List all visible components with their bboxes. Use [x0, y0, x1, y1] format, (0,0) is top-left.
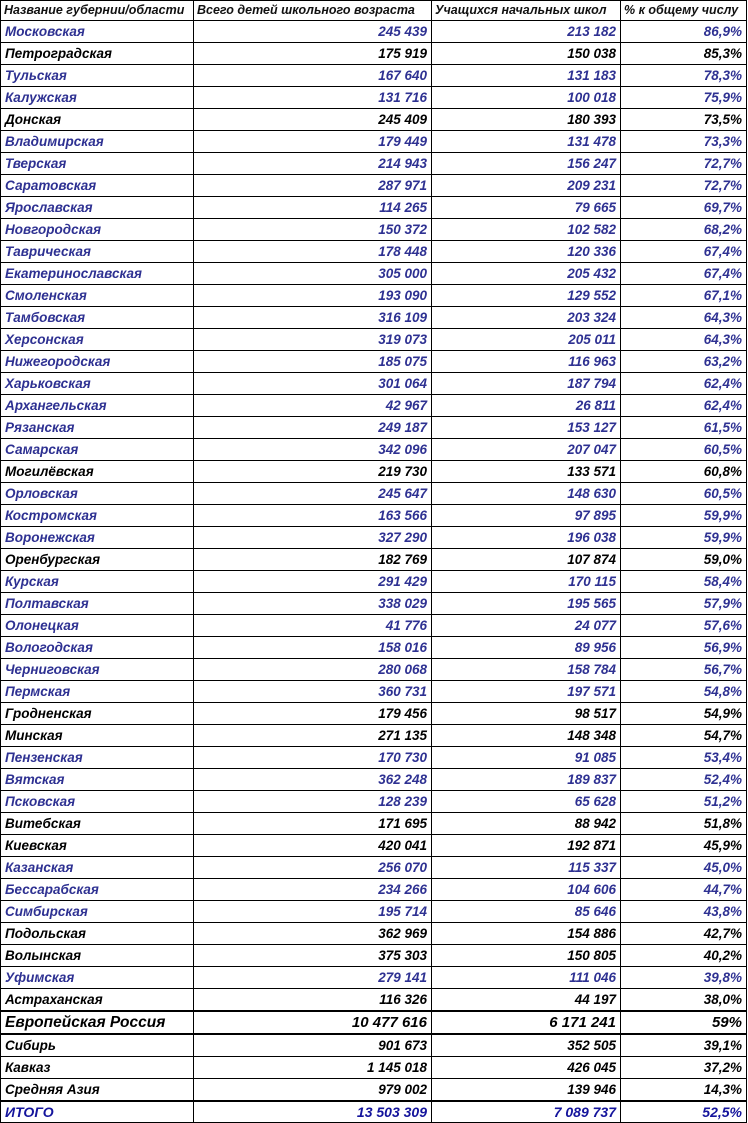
cell-total: 316 109: [194, 307, 432, 329]
table-row: [1, 329, 747, 351]
cell-percent: 42,7%: [621, 923, 747, 945]
cell-total: 13 503 309: [194, 1101, 432, 1123]
cell-total: 256 070: [194, 857, 432, 879]
cell-pupils: 205 432: [432, 263, 621, 285]
cell-name: Владимирская: [1, 131, 194, 153]
cell-pupils: 102 582: [432, 219, 621, 241]
cell-percent: 60,5%: [621, 439, 747, 461]
cell-name: Бессарабская: [1, 879, 194, 901]
cell-name: Европейская Россия: [1, 1011, 194, 1034]
table-row: [1, 791, 747, 813]
cell-pupils: 196 038: [432, 527, 621, 549]
table-row: [1, 593, 747, 615]
cell-name: Вологодская: [1, 637, 194, 659]
cell-percent: 69,7%: [621, 197, 747, 219]
cell-name: Казанская: [1, 857, 194, 879]
table-row: [1, 923, 747, 945]
cell-percent: 85,3%: [621, 43, 747, 65]
cell-total: 163 566: [194, 505, 432, 527]
table-row: [1, 571, 747, 593]
cell-percent: 78,3%: [621, 65, 747, 87]
table-row: [1, 989, 747, 1012]
cell-percent: 64,3%: [621, 329, 747, 351]
cell-name: Костромская: [1, 505, 194, 527]
cell-total: 179 449: [194, 131, 432, 153]
cell-name: Подольская: [1, 923, 194, 945]
cell-pupils: 197 571: [432, 681, 621, 703]
cell-percent: 39,8%: [621, 967, 747, 989]
table-row: [1, 681, 747, 703]
cell-pupils: 195 565: [432, 593, 621, 615]
cell-percent: 68,2%: [621, 219, 747, 241]
cell-pupils: 116 963: [432, 351, 621, 373]
cell-percent: 64,3%: [621, 307, 747, 329]
region-row: [1, 1079, 747, 1102]
header-percent: % к общему числу: [621, 1, 747, 21]
cell-percent: 59,9%: [621, 527, 747, 549]
cell-pupils: 207 047: [432, 439, 621, 461]
cell-percent: 60,8%: [621, 461, 747, 483]
cell-total: 279 141: [194, 967, 432, 989]
cell-pupils: 180 393: [432, 109, 621, 131]
cell-total: 375 303: [194, 945, 432, 967]
cell-pupils: 91 085: [432, 747, 621, 769]
europe-total-row: [1, 1011, 747, 1034]
cell-percent: 62,4%: [621, 395, 747, 417]
cell-total: 219 730: [194, 461, 432, 483]
cell-pupils: 139 946: [432, 1079, 621, 1102]
region-row: [1, 1034, 747, 1057]
cell-name: Орловская: [1, 483, 194, 505]
cell-name: Олонецкая: [1, 615, 194, 637]
table-row: [1, 659, 747, 681]
cell-name: Тульская: [1, 65, 194, 87]
cell-total: 342 096: [194, 439, 432, 461]
cell-name: Оренбургская: [1, 549, 194, 571]
cell-percent: 40,2%: [621, 945, 747, 967]
region-row: [1, 1057, 747, 1079]
table-row: [1, 549, 747, 571]
table-row: [1, 373, 747, 395]
cell-total: 167 640: [194, 65, 432, 87]
cell-pupils: 133 571: [432, 461, 621, 483]
cell-total: 175 919: [194, 43, 432, 65]
cell-percent: 44,7%: [621, 879, 747, 901]
cell-total: 193 090: [194, 285, 432, 307]
cell-percent: 75,9%: [621, 87, 747, 109]
cell-total: 41 776: [194, 615, 432, 637]
table-row: [1, 945, 747, 967]
table-row: [1, 175, 747, 197]
cell-pupils: 7 089 737: [432, 1101, 621, 1123]
cell-total: 291 429: [194, 571, 432, 593]
cell-percent: 59%: [621, 1011, 747, 1034]
cell-percent: 45,0%: [621, 857, 747, 879]
header-row: [1, 1, 747, 21]
cell-total: 420 041: [194, 835, 432, 857]
cell-pupils: 150 038: [432, 43, 621, 65]
cell-name: Астраханская: [1, 989, 194, 1012]
cell-pupils: 100 018: [432, 87, 621, 109]
cell-name: Воронежская: [1, 527, 194, 549]
cell-name: Тамбовская: [1, 307, 194, 329]
cell-pupils: 104 606: [432, 879, 621, 901]
cell-name: Полтавская: [1, 593, 194, 615]
cell-total: 979 002: [194, 1079, 432, 1102]
table-row: [1, 307, 747, 329]
cell-pupils: 26 811: [432, 395, 621, 417]
cell-percent: 43,8%: [621, 901, 747, 923]
table-row: [1, 769, 747, 791]
cell-pupils: 97 895: [432, 505, 621, 527]
cell-percent: 51,2%: [621, 791, 747, 813]
cell-percent: 56,9%: [621, 637, 747, 659]
cell-name: Черниговская: [1, 659, 194, 681]
cell-pupils: 156 247: [432, 153, 621, 175]
cell-name: Нижегородская: [1, 351, 194, 373]
cell-percent: 63,2%: [621, 351, 747, 373]
cell-percent: 14,3%: [621, 1079, 747, 1102]
cell-pupils: 213 182: [432, 21, 621, 43]
cell-percent: 54,8%: [621, 681, 747, 703]
cell-pupils: 209 231: [432, 175, 621, 197]
cell-pupils: 187 794: [432, 373, 621, 395]
cell-total: 10 477 616: [194, 1011, 432, 1034]
table-row: [1, 285, 747, 307]
cell-name: Московская: [1, 21, 194, 43]
table-row: [1, 219, 747, 241]
cell-percent: 57,9%: [621, 593, 747, 615]
cell-name: Кавказ: [1, 1057, 194, 1079]
cell-name: Херсонская: [1, 329, 194, 351]
header-province: Название губернии/области: [1, 1, 194, 21]
cell-name: Пермская: [1, 681, 194, 703]
cell-name: Новгородская: [1, 219, 194, 241]
cell-percent: 86,9%: [621, 21, 747, 43]
table-body: [1, 21, 747, 1123]
cell-name: Смоленская: [1, 285, 194, 307]
cell-percent: 37,2%: [621, 1057, 747, 1079]
cell-total: 901 673: [194, 1034, 432, 1057]
cell-percent: 53,4%: [621, 747, 747, 769]
table-row: [1, 901, 747, 923]
table-row: [1, 835, 747, 857]
table-row: [1, 351, 747, 373]
cell-percent: 59,0%: [621, 549, 747, 571]
cell-total: 158 016: [194, 637, 432, 659]
cell-name: Архангельская: [1, 395, 194, 417]
cell-total: 179 456: [194, 703, 432, 725]
cell-percent: 67,4%: [621, 241, 747, 263]
table-row: [1, 527, 747, 549]
cell-total: 280 068: [194, 659, 432, 681]
cell-name: Ярославская: [1, 197, 194, 219]
table-row: [1, 703, 747, 725]
cell-percent: 57,6%: [621, 615, 747, 637]
cell-name: Калужская: [1, 87, 194, 109]
table-row: [1, 417, 747, 439]
table-row: [1, 637, 747, 659]
table-row: [1, 153, 747, 175]
cell-percent: 56,7%: [621, 659, 747, 681]
cell-percent: 67,4%: [621, 263, 747, 285]
cell-total: 305 000: [194, 263, 432, 285]
cell-pupils: 203 324: [432, 307, 621, 329]
cell-name: Донская: [1, 109, 194, 131]
cell-total: 362 969: [194, 923, 432, 945]
cell-total: 362 248: [194, 769, 432, 791]
table-row: [1, 725, 747, 747]
cell-name: Екатеринославская: [1, 263, 194, 285]
cell-total: 214 943: [194, 153, 432, 175]
cell-name: Петроградская: [1, 43, 194, 65]
cell-pupils: 107 874: [432, 549, 621, 571]
table-row: [1, 109, 747, 131]
cell-total: 185 075: [194, 351, 432, 373]
cell-percent: 51,8%: [621, 813, 747, 835]
table-row: [1, 43, 747, 65]
cell-total: 128 239: [194, 791, 432, 813]
cell-total: 182 769: [194, 549, 432, 571]
cell-name: ИТОГО: [1, 1101, 194, 1123]
table-row: [1, 813, 747, 835]
cell-percent: 61,5%: [621, 417, 747, 439]
cell-total: 301 064: [194, 373, 432, 395]
cell-total: 131 716: [194, 87, 432, 109]
cell-pupils: 150 805: [432, 945, 621, 967]
cell-name: Курская: [1, 571, 194, 593]
cell-total: 319 073: [194, 329, 432, 351]
cell-pupils: 192 871: [432, 835, 621, 857]
cell-name: Вятская: [1, 769, 194, 791]
cell-percent: 58,4%: [621, 571, 747, 593]
cell-pupils: 352 505: [432, 1034, 621, 1057]
cell-total: 271 135: [194, 725, 432, 747]
cell-percent: 72,7%: [621, 153, 747, 175]
cell-name: Минская: [1, 725, 194, 747]
cell-pupils: 154 886: [432, 923, 621, 945]
table-row: [1, 879, 747, 901]
cell-total: 170 730: [194, 747, 432, 769]
cell-total: 195 714: [194, 901, 432, 923]
cell-total: 42 967: [194, 395, 432, 417]
cell-total: 171 695: [194, 813, 432, 835]
table-row: [1, 505, 747, 527]
cell-percent: 52,5%: [621, 1101, 747, 1123]
cell-pupils: 111 046: [432, 967, 621, 989]
cell-percent: 73,3%: [621, 131, 747, 153]
cell-total: 245 647: [194, 483, 432, 505]
cell-pupils: 129 552: [432, 285, 621, 307]
cell-name: Самарская: [1, 439, 194, 461]
grand-total-row: [1, 1101, 747, 1123]
cell-pupils: 131 478: [432, 131, 621, 153]
cell-total: 178 448: [194, 241, 432, 263]
cell-name: Уфимская: [1, 967, 194, 989]
cell-total: 287 971: [194, 175, 432, 197]
cell-total: 245 439: [194, 21, 432, 43]
table-row: [1, 197, 747, 219]
table-row: [1, 87, 747, 109]
cell-name: Пензенская: [1, 747, 194, 769]
cell-pupils: 89 956: [432, 637, 621, 659]
cell-total: 327 290: [194, 527, 432, 549]
cell-percent: 73,5%: [621, 109, 747, 131]
cell-percent: 52,4%: [621, 769, 747, 791]
cell-pupils: 85 646: [432, 901, 621, 923]
cell-percent: 67,1%: [621, 285, 747, 307]
cell-name: Могилёвская: [1, 461, 194, 483]
cell-pupils: 88 942: [432, 813, 621, 835]
table-row: [1, 263, 747, 285]
table-row: [1, 967, 747, 989]
cell-name: Харьковская: [1, 373, 194, 395]
cell-percent: 39,1%: [621, 1034, 747, 1057]
cell-percent: 72,7%: [621, 175, 747, 197]
cell-pupils: 115 337: [432, 857, 621, 879]
cell-name: Сибирь: [1, 1034, 194, 1057]
cell-pupils: 44 197: [432, 989, 621, 1012]
cell-total: 245 409: [194, 109, 432, 131]
cell-pupils: 426 045: [432, 1057, 621, 1079]
table-row: [1, 857, 747, 879]
cell-total: 1 145 018: [194, 1057, 432, 1079]
cell-pupils: 65 628: [432, 791, 621, 813]
cell-pupils: 158 784: [432, 659, 621, 681]
cell-pupils: 205 011: [432, 329, 621, 351]
cell-total: 338 029: [194, 593, 432, 615]
cell-percent: 62,4%: [621, 373, 747, 395]
cell-percent: 59,9%: [621, 505, 747, 527]
table-row: [1, 747, 747, 769]
cell-name: Средняя Азия: [1, 1079, 194, 1102]
cell-pupils: 148 630: [432, 483, 621, 505]
table-row: [1, 241, 747, 263]
table-row: [1, 395, 747, 417]
cell-pupils: 131 183: [432, 65, 621, 87]
cell-total: 114 265: [194, 197, 432, 219]
table-row: [1, 439, 747, 461]
table-row: [1, 483, 747, 505]
cell-percent: 54,9%: [621, 703, 747, 725]
cell-pupils: 24 077: [432, 615, 621, 637]
cell-pupils: 120 336: [432, 241, 621, 263]
cell-name: Тверская: [1, 153, 194, 175]
cell-total: 249 187: [194, 417, 432, 439]
cell-pupils: 79 665: [432, 197, 621, 219]
cell-total: 150 372: [194, 219, 432, 241]
cell-pupils: 189 837: [432, 769, 621, 791]
cell-name: Волынская: [1, 945, 194, 967]
cell-name: Псковская: [1, 791, 194, 813]
table-row: [1, 461, 747, 483]
cell-percent: 45,9%: [621, 835, 747, 857]
table-row: [1, 615, 747, 637]
cell-total: 360 731: [194, 681, 432, 703]
cell-name: Таврическая: [1, 241, 194, 263]
cell-pupils: 148 348: [432, 725, 621, 747]
cell-percent: 54,7%: [621, 725, 747, 747]
cell-name: Киевская: [1, 835, 194, 857]
cell-total: 234 266: [194, 879, 432, 901]
table-row: [1, 65, 747, 87]
cell-pupils: 98 517: [432, 703, 621, 725]
cell-name: Рязанская: [1, 417, 194, 439]
cell-pupils: 170 115: [432, 571, 621, 593]
header-total-children: Всего детей школьного возраста: [194, 1, 432, 21]
cell-pupils: 153 127: [432, 417, 621, 439]
cell-name: Витебская: [1, 813, 194, 835]
header-pupils: Учащихся начальных школ: [432, 1, 621, 21]
cell-percent: 38,0%: [621, 989, 747, 1012]
cell-name: Гродненская: [1, 703, 194, 725]
cell-name: Симбирская: [1, 901, 194, 923]
cell-name: Саратовская: [1, 175, 194, 197]
table-row: [1, 21, 747, 43]
cell-percent: 60,5%: [621, 483, 747, 505]
cell-pupils: 6 171 241: [432, 1011, 621, 1034]
cell-total: 116 326: [194, 989, 432, 1012]
table-row: [1, 131, 747, 153]
